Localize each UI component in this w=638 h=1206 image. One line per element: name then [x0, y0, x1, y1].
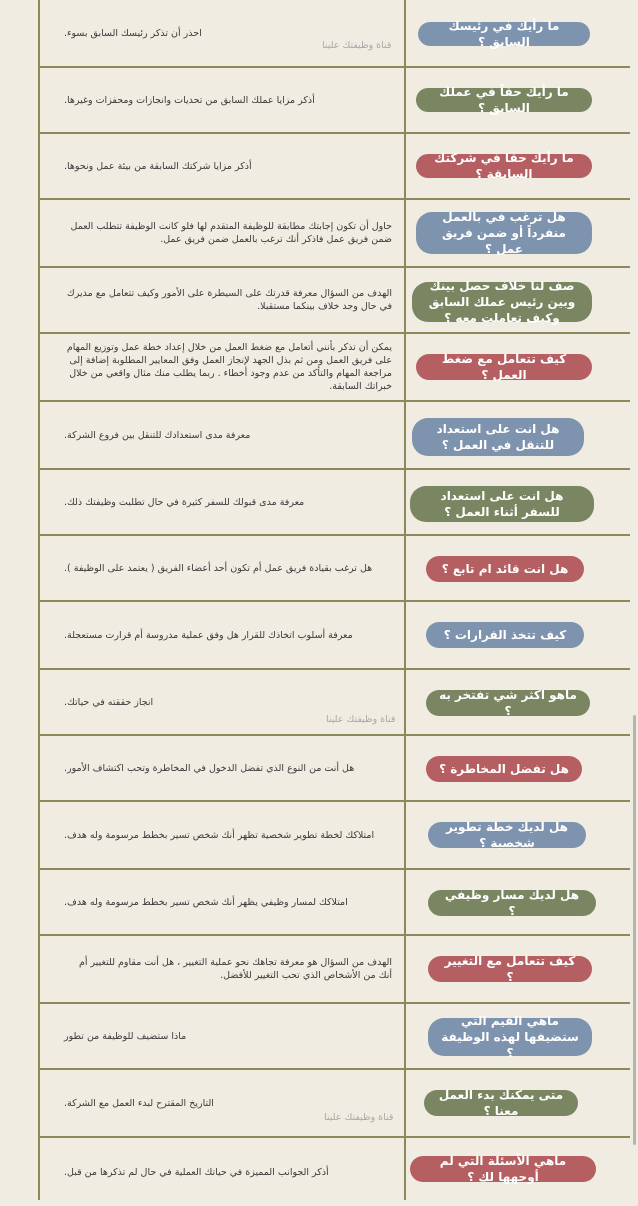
- table-row: [38, 734, 632, 800]
- answer-text: أذكر مزايا شركتك السابقة من بيئة عمل ونحوها.: [64, 160, 252, 172]
- answer-cell: [44, 200, 400, 266]
- answer-text: الهدف من السؤال معرفة قدرتك على السيطرة على الأمور وكيف تتعامل مع مديرك في حال وجد خلاف بينكما مستقبلا.: [66, 288, 392, 312]
- answer-cell: [44, 402, 400, 468]
- answer-cell: [44, 602, 400, 668]
- scrollbar-thumb[interactable]: [633, 715, 636, 1145]
- question-pill: هل انت على استعداد للسفر أثناء العمل ؟: [410, 486, 594, 522]
- question-pill: متى يمكنك بدء العمل معنا ؟: [424, 1090, 578, 1116]
- answer-cell: [44, 334, 400, 400]
- answer-cell: [44, 470, 400, 534]
- question-pill: ماهي الأسئلة التي لم أوجهها لك ؟: [410, 1156, 596, 1182]
- answer-text: معرفة مدى قبولك للسفر كثيرة في حال تطلبت وظيفتك ذلك.: [64, 496, 305, 508]
- question-pill: هل ترغب في بالعمل منفرداً أو ضمن فريق عمل ؟: [416, 212, 592, 254]
- answer-text: أذكر مزايا عملك السابق من تحديات وانجازات ومحفزات وغيرها.: [64, 94, 315, 106]
- answer-text: حاول أن تكون إجابتك مطابقة للوظيفة المتقدم لها فلو كانت الوظيفة تتطلب العمل ضمن فريق عمل فاذكر أنك ترغب بالعمل ضمن فريق عمل.: [70, 221, 392, 245]
- question-pill: ماهي القيم التي ستضيفها لهذه الوظيفة ؟: [428, 1018, 592, 1056]
- question-pill: كيف تتعامل مع التغيير ؟: [428, 956, 592, 982]
- table-row: [38, 1002, 632, 1068]
- answer-cell: [44, 0, 400, 66]
- question-pill: هل لديك خطة تطوير شخصية ؟: [428, 822, 586, 848]
- question-pill: هل انت على استعداد للتنقل في العمل ؟: [412, 418, 584, 456]
- question-pill: كيف تتعامل مع ضغط العمل ؟: [416, 354, 592, 380]
- table-row: [38, 1068, 632, 1136]
- answer-cell: [44, 536, 400, 600]
- question-pill: ما رأيك حقاً في عملك السابق ؟: [416, 88, 592, 112]
- answer-cell: [44, 1004, 400, 1068]
- answer-text: ماذا ستضيف للوظيفة من تطور: [64, 1030, 187, 1042]
- answer-cell: [44, 870, 400, 934]
- answer-cell: [44, 736, 400, 800]
- answer-cell: [44, 1070, 400, 1136]
- question-pill: هل تفضل المخاطرة ؟: [426, 756, 582, 782]
- table-row: [38, 1136, 632, 1206]
- watermark-text: قناة وظيفتك علينا: [326, 714, 396, 725]
- answer-text: الهدف من السؤال هو معرفة تجاهك نحو عملية التغيير ، هل أنت مقاوم للتغيير أم أنك من الأشخاص الذي تحب التغيير للأفضل.: [79, 957, 392, 981]
- answer-text: احذر أن تذكر رئيسك السابق بسوء.: [64, 27, 202, 39]
- answer-text: امتلاكك لمسار وظيفي يظهر أنك شخص تسير بخطط مرسومة وله هدف.: [64, 896, 348, 908]
- answer-cell: [44, 802, 400, 868]
- answer-cell: [44, 268, 400, 332]
- scrollbar[interactable]: [630, 0, 638, 1200]
- table-row: [38, 66, 632, 132]
- table-row: [38, 868, 632, 934]
- table-row: [38, 0, 632, 66]
- question-pill: كيف تتخذ القرارات ؟: [426, 622, 584, 648]
- table-row: [38, 266, 632, 332]
- answer-cell: [44, 68, 400, 132]
- table-row: [38, 934, 632, 1002]
- table-row: [38, 668, 632, 734]
- question-pill: هل انت قائد ام تابع ؟: [426, 556, 584, 582]
- answer-cell: [44, 936, 400, 1002]
- answer-text: هل أنت من النوع الذي تفضل الدخول في المخاطرة وتحب اكتشاف الأمور.: [64, 762, 355, 774]
- question-pill: هل لديك مسار وظيفي ؟: [428, 890, 596, 916]
- answer-text: هل ترغب بقيادة فريق عمل أم تكون أحد أعضاء الفريق ( يعتمد على الوظيفة ).: [64, 562, 373, 574]
- table-row: [38, 600, 632, 668]
- answer-cell: [44, 134, 400, 198]
- table-row: [38, 132, 632, 198]
- answer-text: التاريخ المقترح لبدء العمل مع الشركة.: [64, 1097, 214, 1109]
- question-pill: ماهو اكثر شي تفتخر به ؟: [426, 690, 590, 716]
- watermark-text: قناة وظيفتك علينا: [322, 40, 392, 51]
- answer-text: أذكر الجوانب المميزة في حياتك العملية في حال لم تذكرها من قبل.: [64, 1166, 329, 1178]
- answer-text: انجاز حققته في حياتك.: [64, 696, 154, 708]
- answer-text: امتلاكك لخطة تطوير شخصية تظهر أنك شخص تسير بخطط مرسومة وله هدف.: [64, 829, 375, 841]
- table-row: [38, 332, 632, 400]
- answer-text: معرفة مدى استعدادك للتنقل بين فروع الشركة.: [64, 429, 251, 441]
- question-pill: ما رأيك في رئيسك السابق ؟: [418, 22, 590, 46]
- table-row: [38, 468, 632, 534]
- answer-cell: [44, 1138, 400, 1206]
- table-row: [38, 400, 632, 468]
- answer-text: يمكن أن تذكر بأنني أتعامل مع ضغط العمل من خلال إعداد خطة عمل وتوزيع المهام على فريق العمل ومن ثم بذل الجهد لإنجاز العمل وفق المعايير المطلوبة إضافة إلى مراجعة المهام والتأكد من عدم وجود أخطاء . ربما يطلب منك مثال واقعي من خلال خبراتك السابقة.: [66, 342, 392, 392]
- watermark-text: قناة وظيفتك علينا: [324, 1112, 394, 1123]
- answer-text: معرفة أسلوب اتخاذك للقرار هل وفق عملية مدروسة أم قرارت مستعجلة.: [64, 629, 353, 641]
- question-pill: صف لنا خلاف حصل بينك وبين رئيس عملك السابق وكيف تعاملت معه ؟: [412, 282, 592, 322]
- table-row: [38, 800, 632, 868]
- table-row: [38, 534, 632, 600]
- question-pill: ما رأيك حقا في شركتك السابقة ؟: [416, 154, 592, 178]
- table-row: [38, 198, 632, 266]
